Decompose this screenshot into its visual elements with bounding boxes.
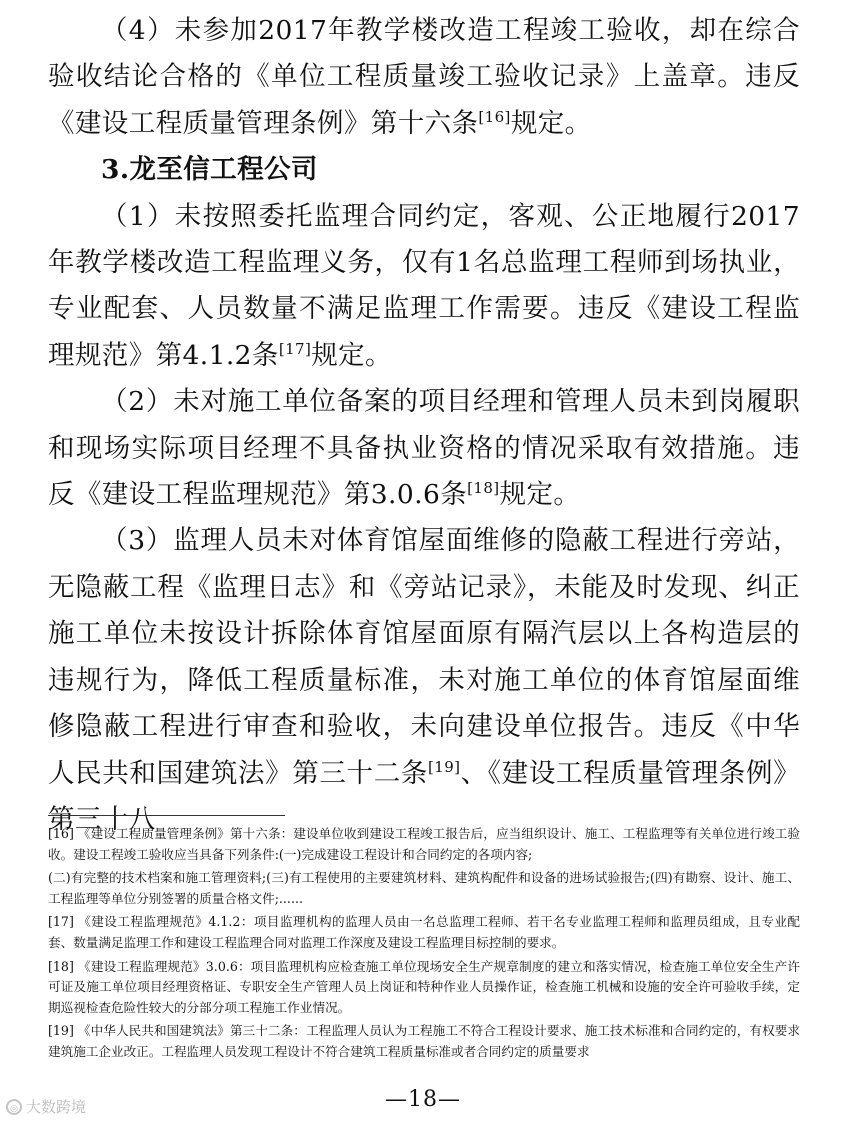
footnote-ref[interactable]: [16] (478, 107, 511, 126)
paragraph-2 (48, 194, 800, 380)
main-text (48, 8, 800, 843)
paragraph-1 (48, 8, 800, 147)
paragraph-4 (48, 518, 800, 843)
paragraph-text: （3）监理人员未对体育馆屋面维修的隐蔽工程进行旁站，无隐蔽工程《监理日志》和《旁站记录》，未能及时发现、纠正施工单位未按设计拆除体育馆屋面原有隔汽层以上各构造层的违规行为，降低工程质量标准，未对施工单位的体育馆屋面维修隐蔽工程进行审查和验收，未向建设单位报告。违反《中华人民共和国建筑法》第三十二条 (48, 525, 800, 789)
paragraph-tail: 、《建设工程质量管理条例》第三十八 (48, 757, 801, 835)
paragraph-tail: 规定。 (499, 479, 581, 511)
circle-logo-icon: ◎ (6, 1099, 22, 1115)
watermark-text: 大数跨境 (26, 1098, 87, 1116)
paragraph-text: （2）未对施工单位备案的项目经理和管理人员未到岗履职和现场实际项目经理不具备执业资格的情况采取有效措施。违反《建设工程监理规范》第3.0.6条 (48, 386, 800, 511)
footnote-ref[interactable]: [18] (467, 479, 500, 498)
footnote-divider (48, 815, 285, 816)
paragraph-3 (48, 379, 800, 518)
footnote-19: [19] 《中华人民共和国建筑法》第三十二条：工程监理人员认为工程施工不符合工程设计要求、施工技术标准和合同约定的，有权要求建筑施工企业改正。工程监理人员发现工程设计不符合建筑工程质量标准或者合同约定的质量要求 (48, 1023, 800, 1059)
paragraph-tail: 规定。 (311, 339, 392, 371)
footnote-ref[interactable]: [19] (428, 757, 461, 776)
paragraph-text: （4）未参加2017年教学楼改造工程竣工验收，却在综合验收结论合格的《单位工程质量竣工验收记录》上盖章。违反《建设工程质量管理条例》第十六条 (48, 15, 800, 139)
footnotes (48, 824, 800, 1066)
footnote-18: [18] 《建设工程监理规范》3.0.6：项目监理机构应检查施工单位现场安全生产规章制度的建立和落实情况，检查施工单位安全生产许可证及施工单位项目经理资格证、专职安全生产管理人员上岗证和特种作业人员操作证，检查施工机械和设施的安全许可验收手续，定期巡视检查危险性较大的分部分项工程施工作业情况。 (48, 958, 800, 1015)
footnote-ref[interactable]: [17] (278, 339, 312, 358)
watermark (6, 1096, 86, 1117)
section-heading: 3.龙至信工程公司 (101, 154, 318, 186)
footnote-17: [17] 《建设工程监理规范》4.1.2：项目监理机构的监理人员由一名总监理工程师、若干名专业监理工程师和监理员组成，且专业配套、数量满足监理工作和建设工程监理合同对监理工作深度及建设工程监理目标控制的要求。 (48, 914, 800, 950)
paragraph-tail: 规定。 (510, 107, 592, 139)
paragraph-text: （1）未按照委托监理合同约定，客观、公正地履行2017年教学楼改造工程监理义务，仅有1名总监理工程师到场执业，专业配套、人员数量不满足监理工作需要。违反《建设工程监理规范》第4.1.2条 (48, 200, 800, 371)
footnote-16-continued: (二)有完整的技术档案和施工管理资料;(三)有工程使用的主要建筑材料、建筑构配件和设备的进场试验报告;(四)有勘察、设计、施工、工程监理等单位分别签署的质量合格文件;...... (48, 870, 800, 906)
page-number: —18— (385, 1087, 461, 1112)
footnote-16: [16] 《建设工程质量管理条例》第十六条：建设单位收到建设工程竣工报告后，应当组织设计、施工、工程监理等有关单位进行竣工验收。建设工程竣工验收应当具备下列条件:(一)完成建设工程设计和合同约定的各项内容; (48, 826, 800, 862)
